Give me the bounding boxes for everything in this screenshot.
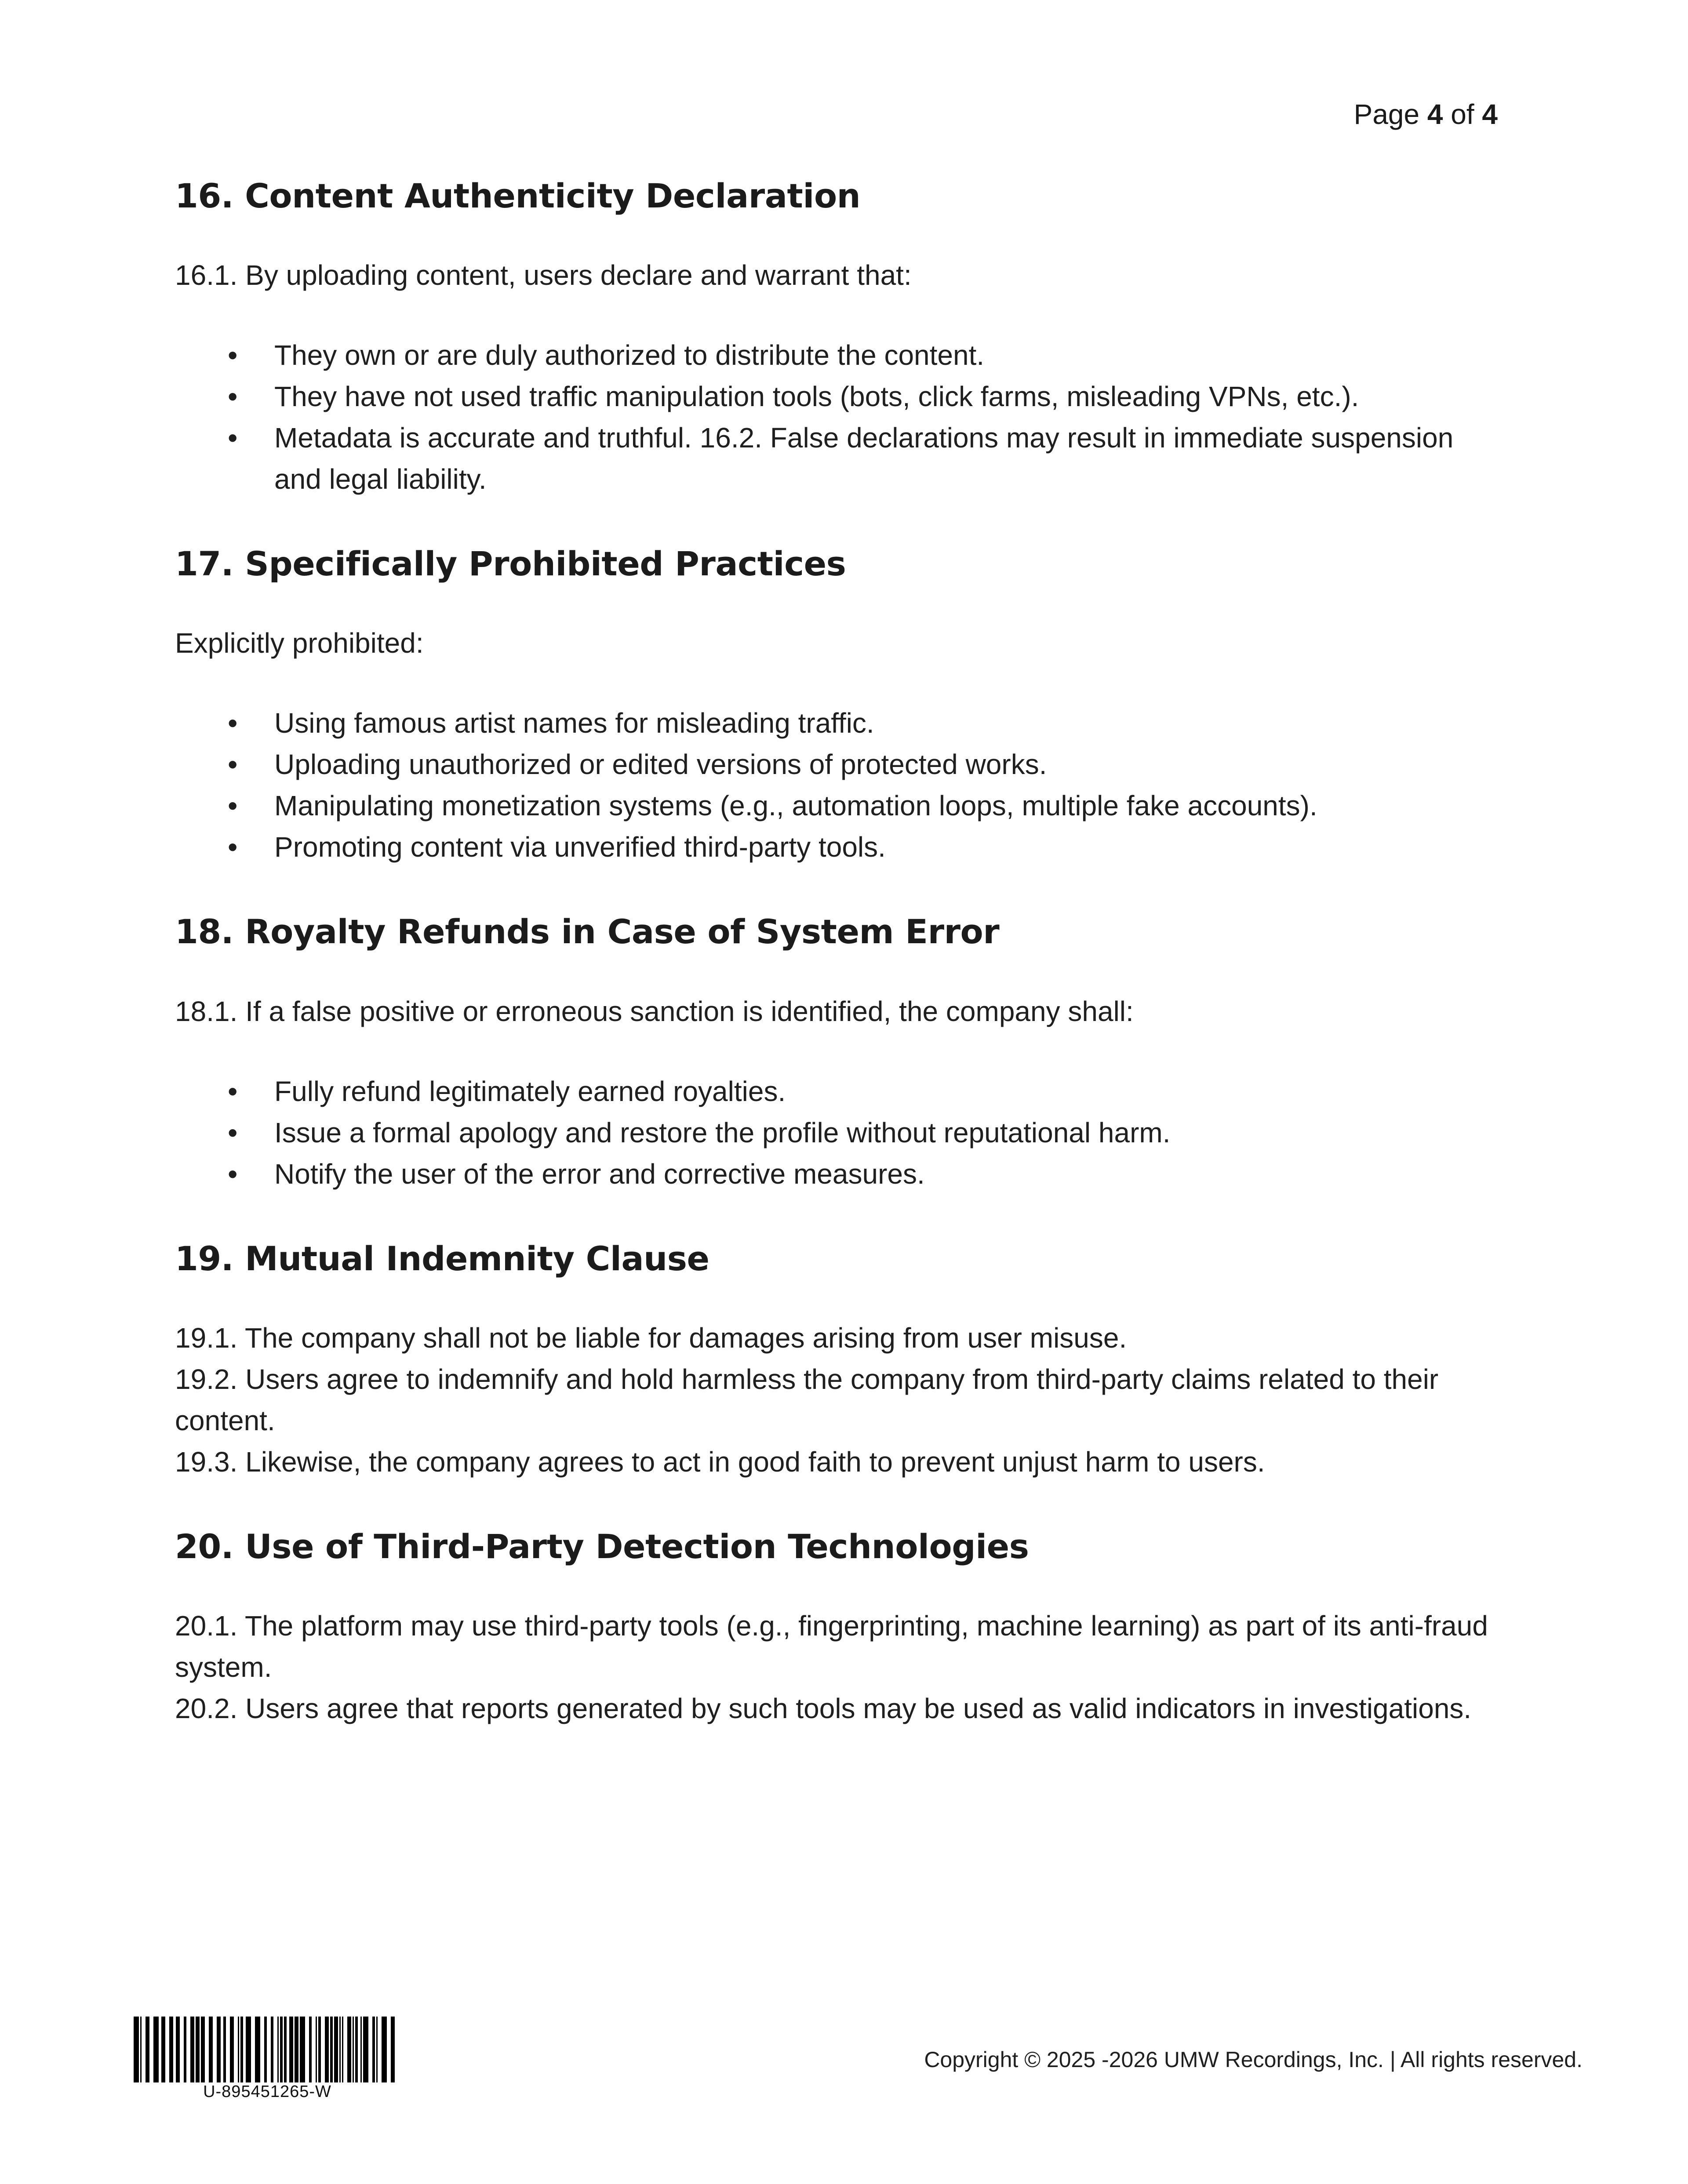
section-title: 16. Content Authenticity Declaration: [175, 176, 861, 215]
bullet-glyph: •: [228, 1158, 238, 1190]
barcode-bar: [196, 2017, 200, 2082]
list-item: [175, 744, 1494, 785]
list-item: [175, 826, 1494, 868]
barcode-bar: [161, 2017, 165, 2082]
barcode: [132, 2017, 403, 2101]
list-item-text: Using famous artist names for misleading traffic.: [274, 707, 874, 739]
barcode-bar: [209, 2017, 213, 2082]
barcode-bar: [353, 2017, 354, 2082]
barcode-bar: [140, 2017, 142, 2082]
bullet-glyph: •: [228, 381, 238, 413]
barcode-bar: [271, 2017, 273, 2082]
list-item: [175, 334, 1494, 376]
document-body: [175, 176, 1494, 1729]
bullet-list: [175, 1071, 1494, 1195]
paragraph: 20.2. Users agree that reports generated by such tools may be used as valid indicators in investigations.: [175, 1692, 1472, 1724]
list-item: [175, 376, 1494, 417]
paragraph: 19.1. The company shall not be liable for damages arising from user misuse.: [175, 1322, 1127, 1354]
barcode-bar: [391, 2017, 395, 2082]
barcode-bar: [176, 2017, 180, 2082]
barcode-bar: [230, 2017, 234, 2082]
list-item-text: They have not used traffic manipulation tools (bots, click farms, misleading VPNs, etc.).: [274, 381, 1359, 413]
barcode-bar: [255, 2017, 260, 2082]
barcode-bar: [360, 2017, 362, 2082]
paragraph-block: [175, 1317, 1494, 1483]
list-item: [175, 417, 1494, 500]
section-intro: 16.1. By uploading content, users declare and warrant that:: [175, 259, 912, 291]
barcode-bar: [355, 2017, 358, 2082]
barcode-bar: [134, 2017, 139, 2082]
barcode-bar: [347, 2017, 351, 2082]
list-item: [175, 702, 1494, 744]
list-item-text: Fully refund legitimately earned royalties.: [274, 1075, 786, 1107]
barcode-bar: [184, 2017, 186, 2082]
page-total: 4: [1482, 98, 1498, 130]
bullet-list: [175, 334, 1494, 500]
page-number: [1354, 98, 1498, 131]
section-19: [175, 1239, 1494, 1483]
list-item: [175, 1112, 1494, 1153]
list-item-text: They own or are duly authorized to distribute the content.: [274, 339, 985, 371]
barcode-bar: [284, 2017, 287, 2082]
bullet-glyph: •: [228, 339, 238, 371]
paragraph: 19.2. Users agree to indemnify and hold harmless the company from third-party claims related to their content.: [175, 1363, 1439, 1436]
bullet-glyph: •: [228, 707, 238, 739]
barcode-bar: [363, 2017, 368, 2082]
paragraph: 19.3. Likewise, the company agrees to act in good faith to prevent unjust harm to users.: [175, 1446, 1265, 1478]
bullet-glyph: •: [228, 749, 238, 781]
list-item: [175, 785, 1494, 826]
barcode-bar: [238, 2017, 239, 2082]
barcode-image: [132, 2017, 403, 2082]
barcode-bar: [318, 2017, 321, 2082]
barcode-bar: [339, 2017, 341, 2082]
barcode-bar: [295, 2017, 298, 2082]
barcode-bar: [201, 2017, 205, 2082]
bullet-glyph: •: [228, 1075, 238, 1107]
copyright-notice: Copyright © 2025 -2026 UMW Recordings, Inc. | All rights reserved.: [924, 2047, 1582, 2072]
barcode-bar: [280, 2017, 283, 2082]
list-item-text: Metadata is accurate and truthful. 16.2. False declarations may result in immediate suspension and legal liability.: [274, 422, 1454, 495]
bullet-glyph: •: [228, 790, 238, 822]
barcode-bar: [309, 2017, 312, 2082]
barcode-bar: [146, 2017, 149, 2082]
section-title: 20. Use of Third-Party Detection Technologies: [175, 1526, 1029, 1566]
barcode-bar: [372, 2017, 375, 2082]
section-20: [175, 1526, 1494, 1729]
list-item-text: Manipulating monetization systems (e.g., automation loops, multiple fake accounts).: [274, 790, 1317, 822]
list-item: [175, 1071, 1494, 1112]
barcode-bar: [330, 2017, 333, 2082]
barcode-bar: [289, 2017, 293, 2082]
barcode-bar: [382, 2017, 387, 2082]
barcode-bar: [153, 2017, 159, 2082]
section-intro: Explicitly prohibited:: [175, 627, 424, 659]
barcode-bar: [277, 2017, 279, 2082]
list-item-text: Notify the user of the error and corrective measures.: [274, 1158, 925, 1190]
barcode-bar: [325, 2017, 329, 2082]
section-17: [175, 544, 1494, 868]
list-item-text: Issue a formal apology and restore the profile without reputational harm.: [274, 1116, 1171, 1148]
list-item-text: Uploading unauthorized or edited versions of protected works.: [274, 749, 1047, 781]
section-16: [175, 176, 1494, 500]
barcode-bar: [300, 2017, 305, 2082]
barcode-bar: [223, 2017, 226, 2082]
barcode-bar: [376, 2017, 378, 2082]
barcode-bar: [264, 2017, 267, 2082]
bullet-glyph: •: [228, 831, 238, 863]
barcode-bar: [316, 2017, 317, 2082]
page-of: of: [1451, 98, 1474, 130]
list-item: [175, 1153, 1494, 1195]
barcode-bar: [334, 2017, 338, 2082]
barcode-bar: [342, 2017, 343, 2082]
paragraph-block: [175, 1605, 1494, 1729]
bullet-list: [175, 702, 1494, 868]
barcode-bar: [240, 2017, 243, 2082]
section-18: [175, 912, 1494, 1194]
barcode-bar: [190, 2017, 194, 2082]
barcode-number: U-895451265-W: [203, 2082, 331, 2101]
page-prefix: Page: [1353, 98, 1420, 130]
barcode-bar: [217, 2017, 221, 2082]
list-item-text: Promoting content via unverified third-party tools.: [274, 831, 886, 863]
bullet-glyph: •: [228, 422, 238, 454]
section-title: 17. Specifically Prohibited Practices: [175, 544, 846, 584]
barcode-bar: [246, 2017, 251, 2082]
barcode-bar: [169, 2017, 173, 2082]
section-intro: 18.1. If a false positive or erroneous sanction is identified, the company shall:: [175, 995, 1134, 1027]
paragraph: 20.1. The platform may use third-party tools (e.g., fingerprinting, machine learning) as part of its anti-fraud system.: [175, 1610, 1488, 1683]
page-current: 4: [1427, 98, 1443, 130]
bullet-glyph: •: [228, 1116, 238, 1148]
section-title: 19. Mutual Indemnity Clause: [175, 1239, 709, 1278]
section-title: 18. Royalty Refunds in Case of System Error: [175, 912, 1000, 952]
